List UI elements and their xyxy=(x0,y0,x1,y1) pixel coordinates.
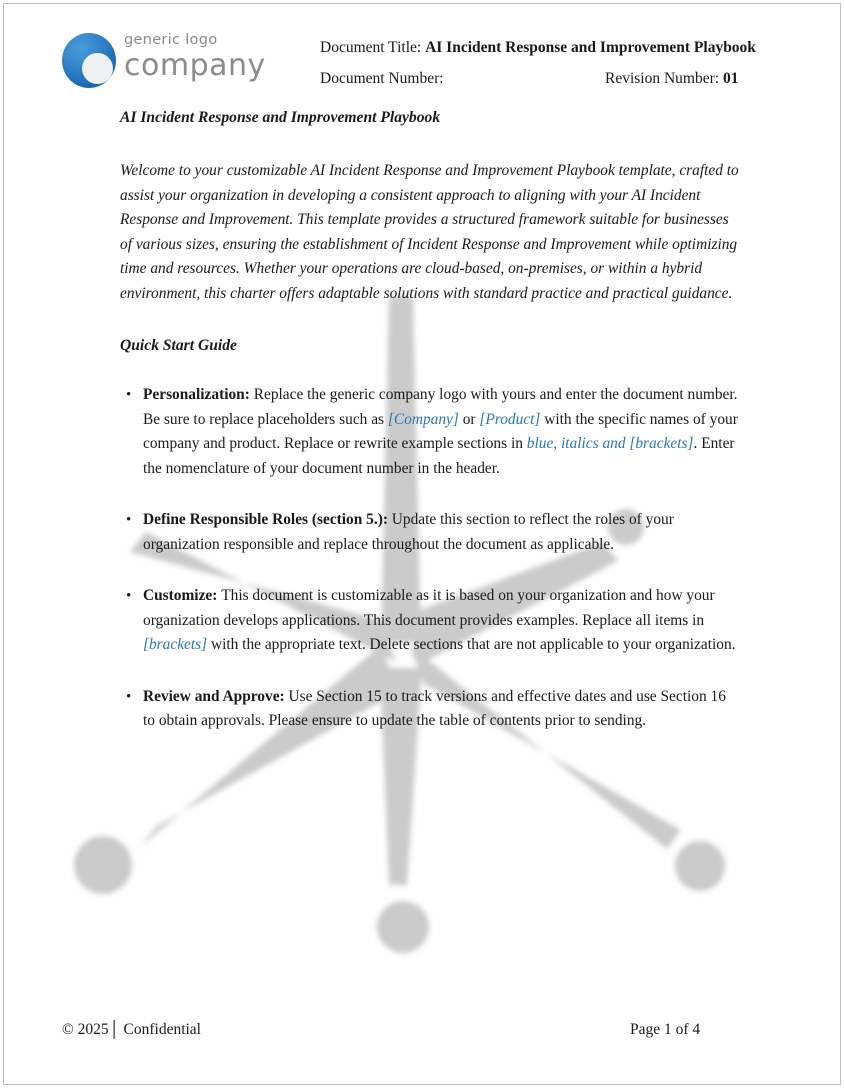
document-title-label: Document Title: xyxy=(320,39,426,56)
page-title: AI Incident Response and Improvement Playbook xyxy=(120,109,441,126)
bullet-lead: Personalization: xyxy=(143,386,254,403)
document-body xyxy=(120,106,742,761)
bullet-lead: Review and Approve: xyxy=(143,687,289,705)
company-logo-icon xyxy=(62,33,116,88)
revision-number-label: Revision Number: xyxy=(605,70,723,87)
bullet-review-approve xyxy=(143,685,740,734)
bullet-text: Replace the generic company logo with yours and enter the document number. Be sure to replace placeholders such as xyxy=(143,386,738,428)
quick-start-list xyxy=(120,383,740,734)
bullet-lead: Define Responsible Roles (section 5.): xyxy=(143,511,392,528)
bullet-text: with the specific names of your company and product. Replace or rewrite example sections in xyxy=(143,410,738,452)
bullet-text: This document is customizable as it is based on your organization and how your organization develops applications. This document provides examples. Replace all items in xyxy=(143,587,715,629)
placeholder-company: [Company] xyxy=(387,410,459,428)
bullet-personalization xyxy=(143,383,740,481)
bullet-text: Use Section 15 to track versions and effective dates and use Section 16 to obtain approvals. Please ensure to update the table of contents prior to sending. xyxy=(143,687,726,729)
logo-tagline: generic logo xyxy=(124,32,218,48)
bullet-text: . Enter the nomenclature of your document number in the header. xyxy=(143,435,735,477)
document-title-row xyxy=(320,38,772,58)
bullet-define-roles xyxy=(143,508,740,557)
bullet-customize xyxy=(143,584,740,658)
copyright-confidential: © 2025│ Confidential xyxy=(62,1021,201,1038)
revision-number-value: 01 xyxy=(722,70,739,87)
revision-number xyxy=(605,69,738,89)
bullet-text: or xyxy=(458,410,480,428)
bullet-text: Update this section to reflect the roles of your organization responsible and replace throughout the document as applicable. xyxy=(143,511,674,553)
document-title-value: AI Incident Response and Improvement Playbook xyxy=(425,39,756,56)
document-number-row xyxy=(320,69,772,89)
bullet-lead: Customize: xyxy=(143,587,222,604)
intro-paragraph: Welcome to your customizable AI Incident Response and Improvement Playbook template, crafted to assist your organization in developing a consistent approach to aligning with your AI Incident Response and Improvement. This template provides a structured framework suitable for businesses of various sizes, ensuring the establishment of Incident Response and Improvement while optimizing time and resources. Whether your operations are cloud-based, on-premises, or within a hybrid environment, this charter offers adaptable solutions with standard practice and practical guidance. xyxy=(120,162,739,302)
document-number-label: Document Number: xyxy=(320,70,444,87)
logo-dot-icon xyxy=(82,53,113,84)
placeholder-brackets: [brackets] xyxy=(143,636,208,653)
placeholder-product: [Product] xyxy=(479,410,541,428)
logo-text xyxy=(124,33,266,81)
bullet-text: with the appropriate text. Delete sections that are not applicable to your organization. xyxy=(207,636,736,653)
header-fields xyxy=(320,38,772,89)
page-number: Page 1 of 4 xyxy=(630,1021,701,1038)
placeholder-style-note: blue, italics and [brackets] xyxy=(526,435,694,452)
quick-start-heading: Quick Start Guide xyxy=(120,337,237,354)
logo-company-name: company xyxy=(124,47,266,83)
footer xyxy=(62,1021,782,1039)
